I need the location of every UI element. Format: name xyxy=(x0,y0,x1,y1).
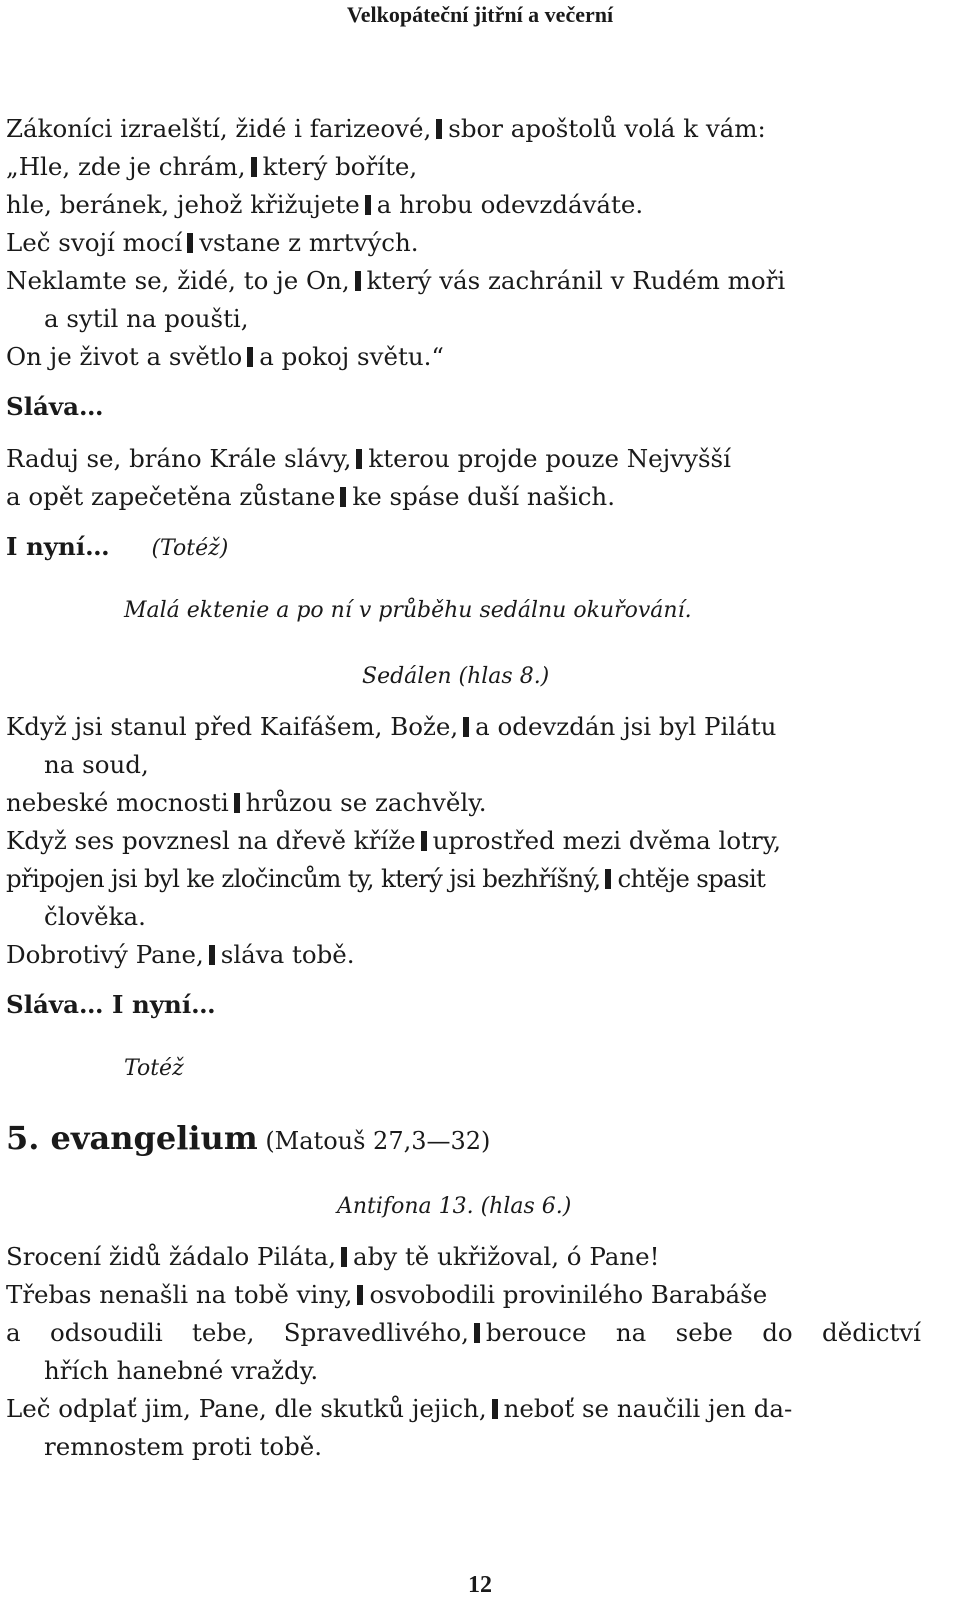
pause-mark xyxy=(251,157,257,177)
verse-line xyxy=(6,1278,767,1312)
doxology-line xyxy=(6,530,228,566)
verse-line xyxy=(6,188,643,222)
page-number: 12 xyxy=(468,1572,492,1598)
verse-line xyxy=(6,824,781,858)
verse-text: ke spáse duší našich. xyxy=(352,482,615,511)
verse-line xyxy=(6,340,444,374)
doxology-slava-inyni: Sláva… I nyní… xyxy=(6,990,216,1019)
verse-line-continuation: remnostem proti tobě. xyxy=(44,1432,323,1461)
verse-line xyxy=(6,710,776,744)
verse-line-continuation: a sytil na poušti, xyxy=(44,304,249,333)
pause-mark xyxy=(474,1323,480,1343)
verse-text: osvobodili provinilého Barabáše xyxy=(369,1280,768,1309)
gospel-title: 5. evangelium xyxy=(6,1119,258,1157)
verse-text: a odevzdán jsi byl Pilátu xyxy=(475,712,777,741)
verse-text: neboť se naučili jen da- xyxy=(503,1394,793,1423)
verse-text: Leč odplať jim, Pane, dle skutků jejich, xyxy=(6,1394,487,1423)
running-header: Velkopáteční jitřní a večerní xyxy=(346,2,614,27)
verse-text: On je život a světlo xyxy=(6,342,243,371)
verse-text: a opět zapečetěna zůstane xyxy=(6,482,336,511)
verse-line-continuation: hřích hanebné vraždy. xyxy=(44,1356,319,1385)
pause-mark xyxy=(463,717,469,737)
verse-line xyxy=(6,150,417,184)
pause-mark xyxy=(341,1247,347,1267)
verse-text: Raduj se, bráno Krále slávy, xyxy=(6,444,352,473)
verse-line xyxy=(6,1316,921,1350)
pause-mark xyxy=(355,271,361,291)
verse-text: berouce na sebe do dědictví xyxy=(485,1318,921,1347)
verse-text: hrůzou se zachvěly. xyxy=(245,788,487,817)
verse-line xyxy=(6,1240,659,1274)
verse-text: Dobrotivý Pane, xyxy=(6,940,204,969)
verse-line xyxy=(6,938,355,972)
verse-text: a odsoudili tebe, Spravedlivého, xyxy=(6,1318,469,1347)
verse-text: „Hle, zde je chrám, xyxy=(6,152,246,181)
verse-line xyxy=(6,786,487,820)
verse-text: který vás zachránil v Rudém moři xyxy=(366,266,786,295)
verse-text: který boříte, xyxy=(262,152,418,181)
pause-mark xyxy=(234,793,240,813)
doxology-slava: Sláva… xyxy=(6,392,104,421)
pause-mark xyxy=(357,1285,363,1305)
verse-text: aby tě ukřižoval, ó Pane! xyxy=(353,1242,660,1271)
verse-text: vstane z mrtvých. xyxy=(199,228,419,257)
verse-text: sláva tobě. xyxy=(220,940,355,969)
verse-text: Třebas nenašli na tobě viny, xyxy=(6,1280,353,1309)
verse-line xyxy=(6,1392,792,1426)
pause-mark xyxy=(209,945,215,965)
verse-text: hle, beránek, jehož křižujete xyxy=(6,190,360,219)
pause-mark xyxy=(421,831,427,851)
verse-text: kterou projde pouze Nejvyšší xyxy=(368,444,731,473)
verse-text: Srocení židů žádalo Piláta, xyxy=(6,1242,337,1271)
verse-line xyxy=(6,480,615,514)
gospel-heading xyxy=(6,1118,490,1161)
verse-line xyxy=(6,112,766,146)
verse-text: Když jsi stanul před Kaifášem, Bože, xyxy=(6,712,459,741)
pause-mark xyxy=(436,119,442,139)
doxology-inyni: I nyní… xyxy=(6,532,110,561)
section-heading-sedalen: Sedálen (hlas 8.) xyxy=(362,664,550,689)
verse-line-continuation: na soud, xyxy=(44,750,149,779)
verse-text: uprostřed mezi dvěma lotry, xyxy=(432,826,782,855)
pause-mark xyxy=(187,233,193,253)
verse-line xyxy=(6,862,765,896)
pause-mark xyxy=(340,487,346,507)
section-heading-antifona: Antifona 13. (hlas 6.) xyxy=(337,1194,572,1219)
pause-mark xyxy=(605,869,611,889)
verse-text: Zákoníci izraelští, židé i farizeové, xyxy=(6,114,432,143)
verse-line-continuation: člověka. xyxy=(44,902,146,931)
verse-text: chtěje spasit xyxy=(617,864,766,893)
verse-text: sbor apoštolů volá k vám: xyxy=(448,114,766,143)
verse-line xyxy=(6,442,731,476)
pause-mark xyxy=(356,449,362,469)
verse-line xyxy=(6,264,785,298)
rubric-totez: (Totéž) xyxy=(151,536,229,561)
verse-text: Když ses povznesl na dřevě kříže xyxy=(6,826,416,855)
verse-text: a hrobu odevzdáváte. xyxy=(376,190,644,219)
pause-mark xyxy=(365,195,371,215)
verse-line xyxy=(6,226,419,260)
pause-mark xyxy=(492,1399,498,1419)
verse-text: nebeské mocnosti xyxy=(6,788,229,817)
gospel-reference: (Matouš 27,3—32) xyxy=(265,1127,491,1155)
pause-mark xyxy=(247,347,253,367)
rubric-ektenie: Malá ektenie a po ní v průběhu sedálnu okuřování. xyxy=(124,598,692,623)
verse-text: a pokoj světu.“ xyxy=(259,342,444,371)
verse-text: Neklamte se, židé, to je On, xyxy=(6,266,350,295)
rubric-totez: Totéž xyxy=(124,1056,184,1081)
verse-text: Leč svojí mocí xyxy=(6,228,183,257)
verse-text: připojen jsi byl ke zločincům ty, který jsi bezhříšný, xyxy=(6,864,601,893)
